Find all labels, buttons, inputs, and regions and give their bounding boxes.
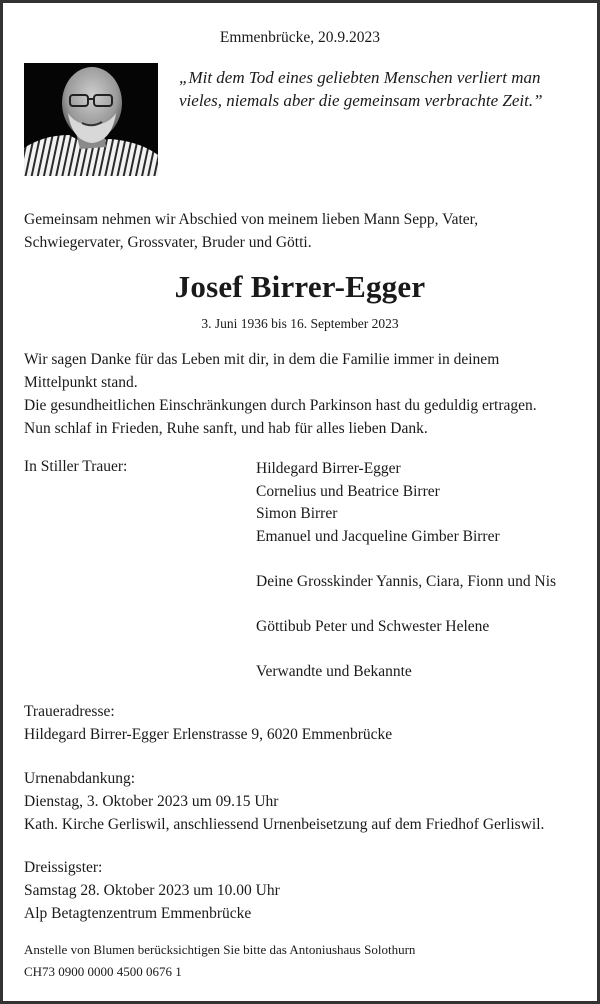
thirtieth-location: Alp Betagtenzentrum Emmenbrücke xyxy=(24,905,252,922)
thirtieth-datetime: Samstag 28. Oktober 2023 um 10.00 Uhr xyxy=(24,882,280,899)
body-line: Die gesundheitlichen Einschränkungen durch Parkinson hast du geduldig ertragen. xyxy=(24,397,537,414)
address-label: Traueradresse: xyxy=(24,703,115,720)
mourner-entry: Simon Birrer xyxy=(256,505,338,522)
mourner-entry: Göttibub Peter und Schwester Helene xyxy=(256,617,490,635)
body-line: Nun schlaf in Frieden, Ruhe sanft, und hab für alles lieben Dank. xyxy=(24,420,428,437)
urn-service-datetime: Dienstag, 3. Oktober 2023 um 09.15 Uhr xyxy=(24,793,279,810)
address-value: Hildegard Birrer-Egger Erlenstrasse 9, 6020 Emmenbrücke xyxy=(24,726,393,743)
urn-service-label: Urnenabdankung: xyxy=(24,770,136,787)
address-section xyxy=(24,700,392,746)
spacer xyxy=(256,638,556,661)
mourner-entry: Deine Grosskinder Yannis, Ciara, Fionn und Nis xyxy=(256,572,557,590)
urn-service-section xyxy=(24,767,544,836)
intro-text xyxy=(24,208,478,254)
mourner-entry: Cornelius und Beatrice Birrer xyxy=(256,482,440,500)
donation-text: Anstelle von Blumen berücksichtigen Sie bitte das Antoniushaus Solothurn xyxy=(24,942,416,957)
portrait-icon xyxy=(24,63,158,176)
spacer xyxy=(256,548,556,571)
mourner-entry: Hildegard Birrer-Egger xyxy=(256,460,401,477)
spacer xyxy=(256,593,556,616)
donation-note xyxy=(24,939,415,983)
mourning-label: In Stiller Trauer: xyxy=(24,458,128,475)
body-line: Wir sagen Danke für das Leben mit dir, in dem die Familie immer in deinem xyxy=(24,351,500,368)
intro-line: Gemeinsam nehmen wir Abschied von meinem lieben Mann Sepp, Vater, xyxy=(24,211,479,228)
mourner-entry: Verwandte und Bekannte xyxy=(256,662,412,680)
intro-line: Schwiegervater, Grossvater, Bruder und Götti. xyxy=(24,234,312,251)
deceased-name: Josef Birrer-Egger xyxy=(174,269,426,304)
mourner-entry: Emanuel und Jacqueline Gimber Birrer xyxy=(256,527,500,545)
life-dates: 3. Juni 1936 bis 16. September 2023 xyxy=(201,316,399,331)
body-line: Mittelpunkt stand. xyxy=(24,374,138,391)
thirtieth-section xyxy=(24,856,280,925)
body-text xyxy=(24,348,537,440)
mourners-list xyxy=(256,458,556,683)
portrait-photo xyxy=(24,63,158,176)
urn-service-location: Kath. Kirche Gerliswil, anschliessend Urnenbeisetzung auf dem Friedhof Gerliswil. xyxy=(24,816,545,833)
donation-iban: CH73 0900 0000 4500 0676 1 xyxy=(24,964,182,979)
memorial-quote xyxy=(179,66,543,112)
thirtieth-label: Dreissigster: xyxy=(24,859,103,876)
quote-line: „Mit dem Tod eines geliebten Menschen verliert man xyxy=(179,68,541,87)
place-date: Emmenbrücke, 20.9.2023 xyxy=(219,29,381,46)
quote-line: vieles, niemals aber die gemeinsam verbrachte Zeit.” xyxy=(179,91,543,110)
